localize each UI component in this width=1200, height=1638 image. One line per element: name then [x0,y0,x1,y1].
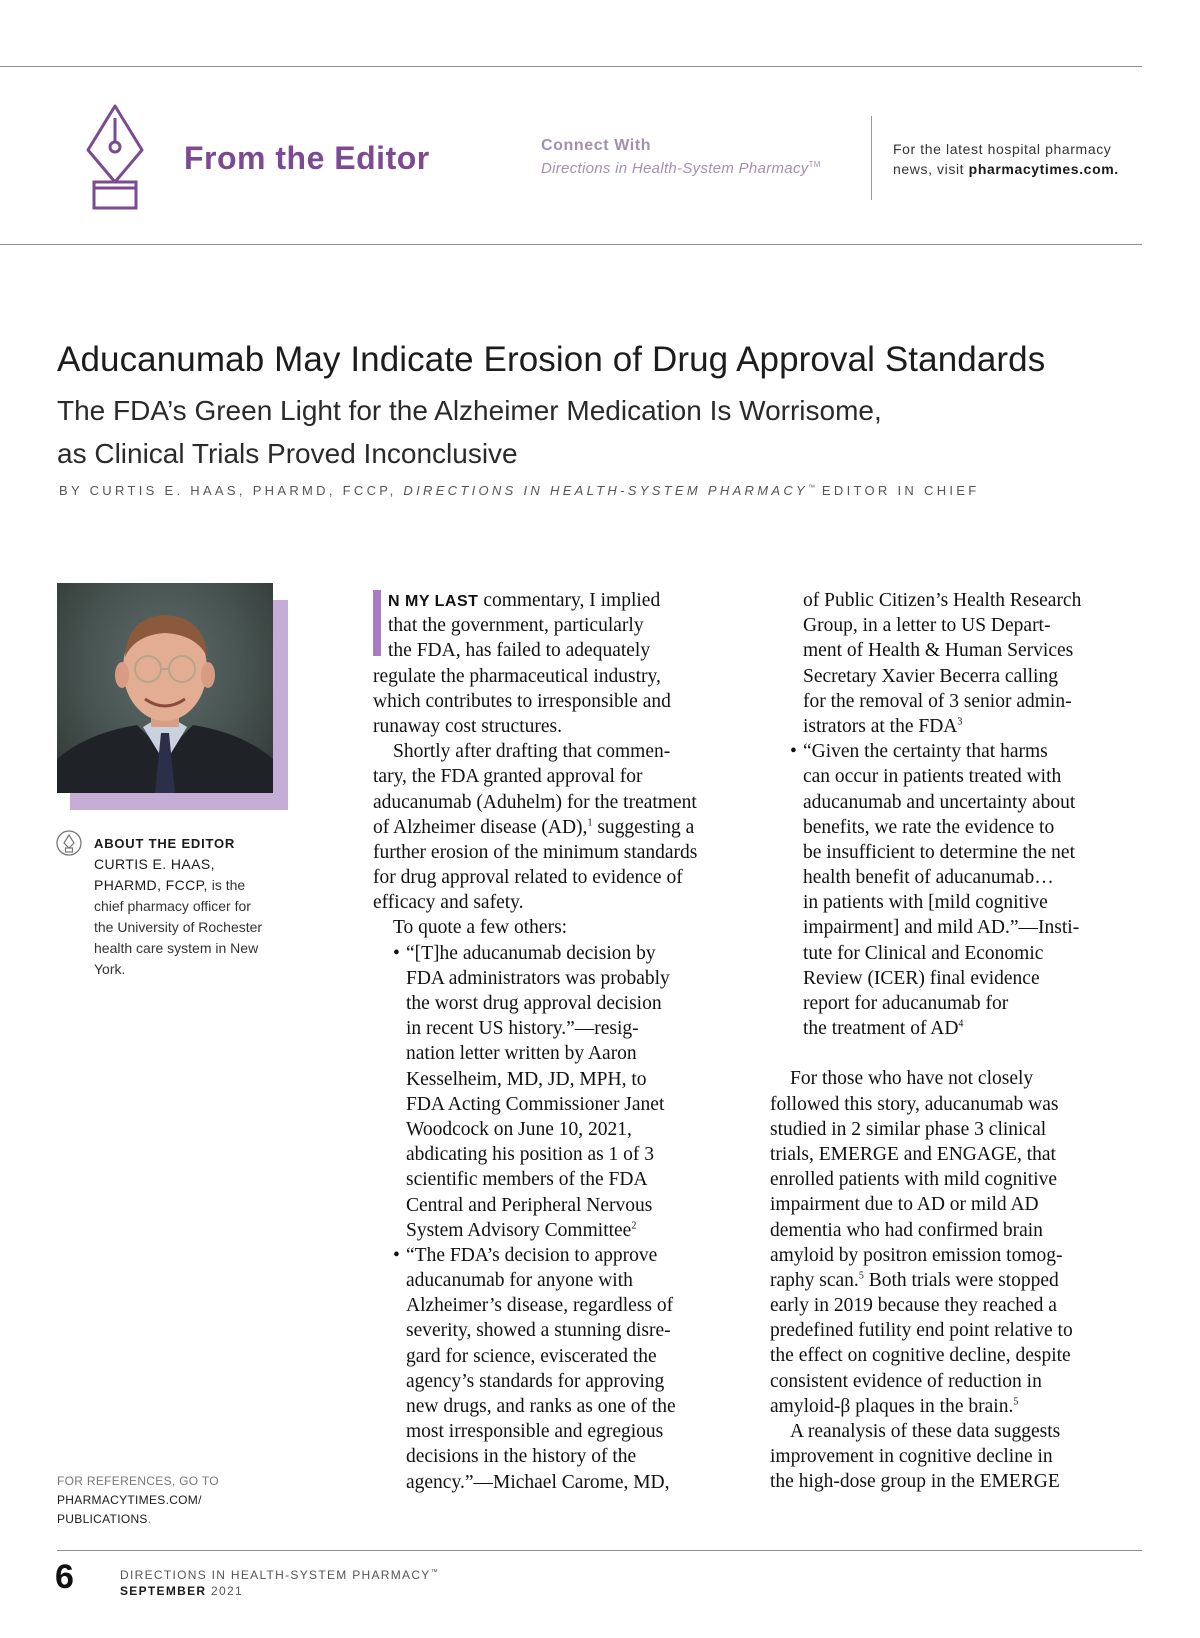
column-line: the FDA, has failed to adequately [388,640,651,662]
quote-line: aducanumab for anyone with [406,1270,633,1292]
column-line: the high-dose group in the EMERGE [770,1471,1060,1493]
quote-line: ment of Health & Human Services [803,640,1074,662]
quote-line: impairment] and mild AD.”—Insti- [803,917,1080,939]
quote-line: Woodcock on June 10, 2021, [406,1118,632,1140]
footer-rule [57,1550,1142,1551]
references-note: FOR REFERENCES, GO TO PHARMACYTIMES.COM/ PUBLICATIONS. [57,1474,219,1526]
column-line: regulate the pharmaceutical industry, [373,665,661,687]
small-pen-nib-icon [56,830,82,856]
quote-line: for the removal of 3 senior admin- [803,690,1072,712]
column-line: predefined futility end point relative to [770,1320,1073,1342]
article-headline: Aducanumab May Indicate Erosion of Drug Approval Standards [57,340,1046,379]
quote-line: Review (ICER) final evidence [803,967,1040,989]
column-line: runaway cost structures. [373,715,562,737]
quote-line: new drugs, and ranks as one of the [406,1396,676,1417]
quote-line: the worst drug approval decision [406,993,662,1014]
article-deck: The FDA’s Green Light for the Alzheimer Medication Is Worrisome, as Clinical Trials Proved Inconclusive [57,395,882,469]
column-line: enrolled patients with mild cognitive [770,1169,1058,1191]
quote-line: decisions in the history of the [406,1446,637,1468]
quote-line: report for aducanumab for [803,993,1009,1014]
quote-line: scientific members of the FDA [406,1169,648,1191]
quote-line: most irresponsible and egregious [406,1421,664,1443]
quote-line: Kesselheim, MD, JD, MPH, to [406,1068,647,1090]
column-line: further erosion of the minimum standards [373,841,698,863]
quote-line: be insufficient to determine the net [803,841,1076,863]
column-line: To quote a few others: [393,917,568,939]
connect-block [541,137,821,177]
quote-line: nation letter written by Aaron [406,1043,637,1065]
article-column-1 [373,588,753,1495]
page-number: 6 [55,1558,74,1596]
column-line: early in 2019 because they reached a [770,1295,1057,1317]
column-line: consistent evidence of reduction in [770,1370,1042,1392]
column-line: aducanumab (Aduhelm) for the treatment [373,791,697,813]
connect-publication: Directions in Health-System Pharmacy™ [541,160,821,177]
column-line: trials, EMERGE and ENGAGE, that [770,1143,1056,1165]
about-label: ABOUT THE EDITOR [94,836,236,851]
quote-line: istrators at the FDA$^3$ [803,715,963,737]
top-rule [0,66,1142,67]
article-column-2 [770,588,1150,1495]
quote-line: • “The FDA’s decision to approve [393,1244,658,1266]
about-text: CURTIS E. HAAS, PHARMD, FCCP, is the chief pharmacy officer for the University of Rochester health care system in New York. [94,856,263,977]
column-line: efficacy and safety. [373,892,524,914]
column-line: which contributes to irresponsible and [373,690,671,712]
quote-line: Group, in a letter to US Depart- [803,615,1051,637]
quote-line: the treatment of $AD^4$ [803,1018,964,1040]
reference-marker: 3 [957,716,963,728]
column-line: impairment due to AD or mild AD [770,1194,1039,1216]
quote-line: can occur in patients treated with [803,766,1062,788]
column-line: raphy scan.$^5$ Both trials were stopped [770,1269,1059,1291]
column-line: N MY LAST commentary, I implied [388,590,661,611]
column-line: for drug approval related to evidence of [373,867,683,889]
editor-portrait-photo [57,583,273,793]
column-line: of Alzheimer disease (AD),$^1$ suggesting a [373,816,695,838]
references-link-part2[interactable]: PUBLICATIONS [57,1512,148,1526]
quote-line: Secretary Xavier Becerra calling [803,665,1058,687]
header-divider [871,116,872,200]
reference-marker: 4 [958,1018,964,1030]
byline: BY CURTIS E. HAAS, PHARMD, FCCP, DIRECTIONS IN HEALTH-SYSTEM PHARMACY™ EDITOR IN CHIEF [59,483,980,498]
quote-line: FDA administrators was probably [406,967,670,989]
quote-line: in recent US history.”—resig- [406,1018,639,1040]
quote-line: gard for science, eviscerated the [406,1345,657,1367]
latest-news-note: For the latest hospital pharmacy news, visit pharmacytimes.com. [893,141,1119,177]
reference-marker: 5 [858,1270,864,1282]
quote-line: abdicating his position as 1 of 3 [406,1144,655,1166]
column-line: For those who have not closely [790,1068,1034,1090]
quote-line: • “[T]he aducanumab decision by [393,942,656,964]
quote-line: health benefit of aducanumab… [803,867,1054,889]
quote-line: Alzheimer’s disease, regardless of [406,1295,674,1317]
column-line: dementia who had confirmed brain [770,1219,1043,1241]
quote-line: agency’s standards for approving [406,1370,665,1392]
quote-line: benefits, we rate the evidence to [803,816,1055,838]
footer-publication: DIRECTIONS IN HEALTH-SYSTEM PHARMACY™ SEPTEMBER 2021 [120,1568,438,1598]
quote-line: tute for Clinical and Economic [803,942,1044,964]
quote-line: System Advisory Committee$^2$ [406,1219,637,1241]
fountain-pen-nib-icon [82,104,148,210]
column-line: studied in 2 similar phase 3 clinical [770,1118,1047,1140]
column-line: that the government, particularly [388,615,644,637]
references-link-part1[interactable]: PHARMACYTIMES.COM/ [57,1493,202,1507]
reference-marker: 1 [587,817,593,829]
reference-marker: 2 [631,1220,637,1232]
column-line: Shortly after drafting that commen- [393,741,671,763]
column-line: the effect on cognitive decline, despite [770,1345,1071,1367]
paragraph-gap [770,1041,1150,1066]
quote-line: • “Given the certainty that harms [790,741,1048,763]
header-bottom-rule [0,244,1142,245]
reference-marker: 5 [1013,1396,1019,1408]
quote-line: severity, showed a stunning disre- [406,1320,671,1342]
column-line: tary, the FDA granted approval for [373,766,643,788]
quote-line: FDA Acting Commissioner Janet [406,1093,665,1115]
section-title: From the Editor [184,140,430,176]
column-line: followed this story, aducanumab was [770,1093,1059,1115]
quote-line: agency.”—Michael Carome, MD, [406,1471,670,1493]
column-line: amyloid by positron emission tomog- [770,1244,1063,1266]
quote-line: in patients with [mild cognitive [803,892,1048,914]
about-the-editor [94,833,274,980]
quote-line: Central and Peripheral Nervous [406,1194,653,1216]
quote-line: aducanumab and uncertainty about [803,791,1076,813]
quote-line: of Public Citizen’s Health Research [803,590,1082,611]
connect-label: Connect With [541,137,652,154]
column-line: improvement in cognitive decline in [770,1446,1053,1468]
pharmacytimes-link[interactable]: pharmacytimes.com. [968,161,1119,177]
column-line: amyloid-β plaques in the brain.$^5$ [770,1395,1019,1417]
column-line: A reanalysis of these data suggests [790,1421,1061,1442]
